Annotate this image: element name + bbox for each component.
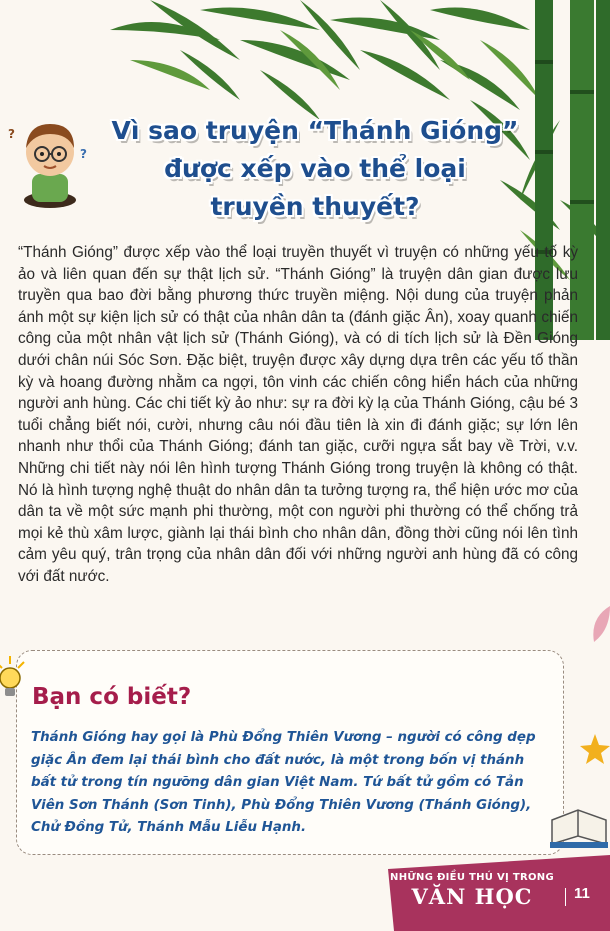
title-line-1: Vì sao truyện “Thánh Gióng” [111,116,519,145]
book-icon [548,800,610,850]
page-number: 11 [574,885,590,902]
title-line-2: được xếp vào thể loại [164,154,466,183]
svg-text:?: ? [80,147,87,161]
tip-text: Thánh Gióng hay gọi là Phù Đổng Thiên Vương – người có công dẹp giặc Ân đem lại thái bình cho đất nước, là một trong bốn vị thánh bất tử trong tín ngưỡng dân gian Việt Nam. Tứ bất tử gồm có Tản Viên Sơn Thánh (Sơn Tinh), Phù Đổng Thiên Vương (Thánh Gióng), Chử Đồng Tử, Thánh Mẫu Liễu Hạnh. [31,730,536,835]
tip-heading: Bạn có biết? [32,684,192,710]
body-paragraph: “Thánh Gióng” được xếp vào thể loại truyền thuyết vì truyện có những yếu tố kỳ ảo và liên quan đến sự thật lịch sử. “Thánh Gióng” là truyện dân gian được lưu truyền qua bao đời bằng phương thức truyền miệng. Nội dung của truyện phản ánh một sự kiện lịch sử có thật của nhân dân ta (đánh giặc Ân), xoay quanh chiến công của một nhân vật lịch sử (Thánh Gióng), và có di tích lịch sử là Đền Gióng dưới chân núi Sóc Sơn. Đặc biệt, truyện được xây dựng dựa trên các yếu tố thần kỳ và hoang đường nhằm ca ngợi, tôn vinh các chiến công hiển hách của những người anh hùng. Các chi tiết kỳ ảo như: sự ra đời kỳ lạ của Thánh Gióng, cậu bé 3 tuổi chẳng biết nói, cười, nhưng câu nói đầu tiên là xin đi đánh giặc; sự lớn lên nhanh như thổi của Thánh Gióng; đánh tan giặc, cưỡi ngựa sắt bay về Trời, v.v. Những chi tiết này nói lên hình tượng Thánh Gióng trong truyện là không có thật. Nó là hình tượng nghệ thuật do nhân dân ta tưởng tượng ra, thể hiện ước mơ của dân ta về một sức mạnh phi thường, một con người phi thường có thể chống trả mọi kẻ thù xâm lược, giành lại thái bình cho nhân dân, đồng thời cũng nói lên tình cảm yêu quý, trân trọng của nhân dân đối với những người anh hùng đã có công với đất nước. [18,244,578,585]
svg-text:?: ? [8,127,15,141]
title-line-3: truyền thuyết? [210,192,420,221]
star-icon [580,732,610,766]
thinking-boy-illustration [6,110,94,210]
series-title: VĂN HỌC [411,884,533,909]
series-subtitle: NHỮNG ĐIỀU THÚ VỊ TRONG [390,872,554,883]
page-separator [565,888,566,906]
leaf-decoration [588,604,610,644]
page-title [100,112,530,226]
lightbulb-icon [0,656,26,702]
